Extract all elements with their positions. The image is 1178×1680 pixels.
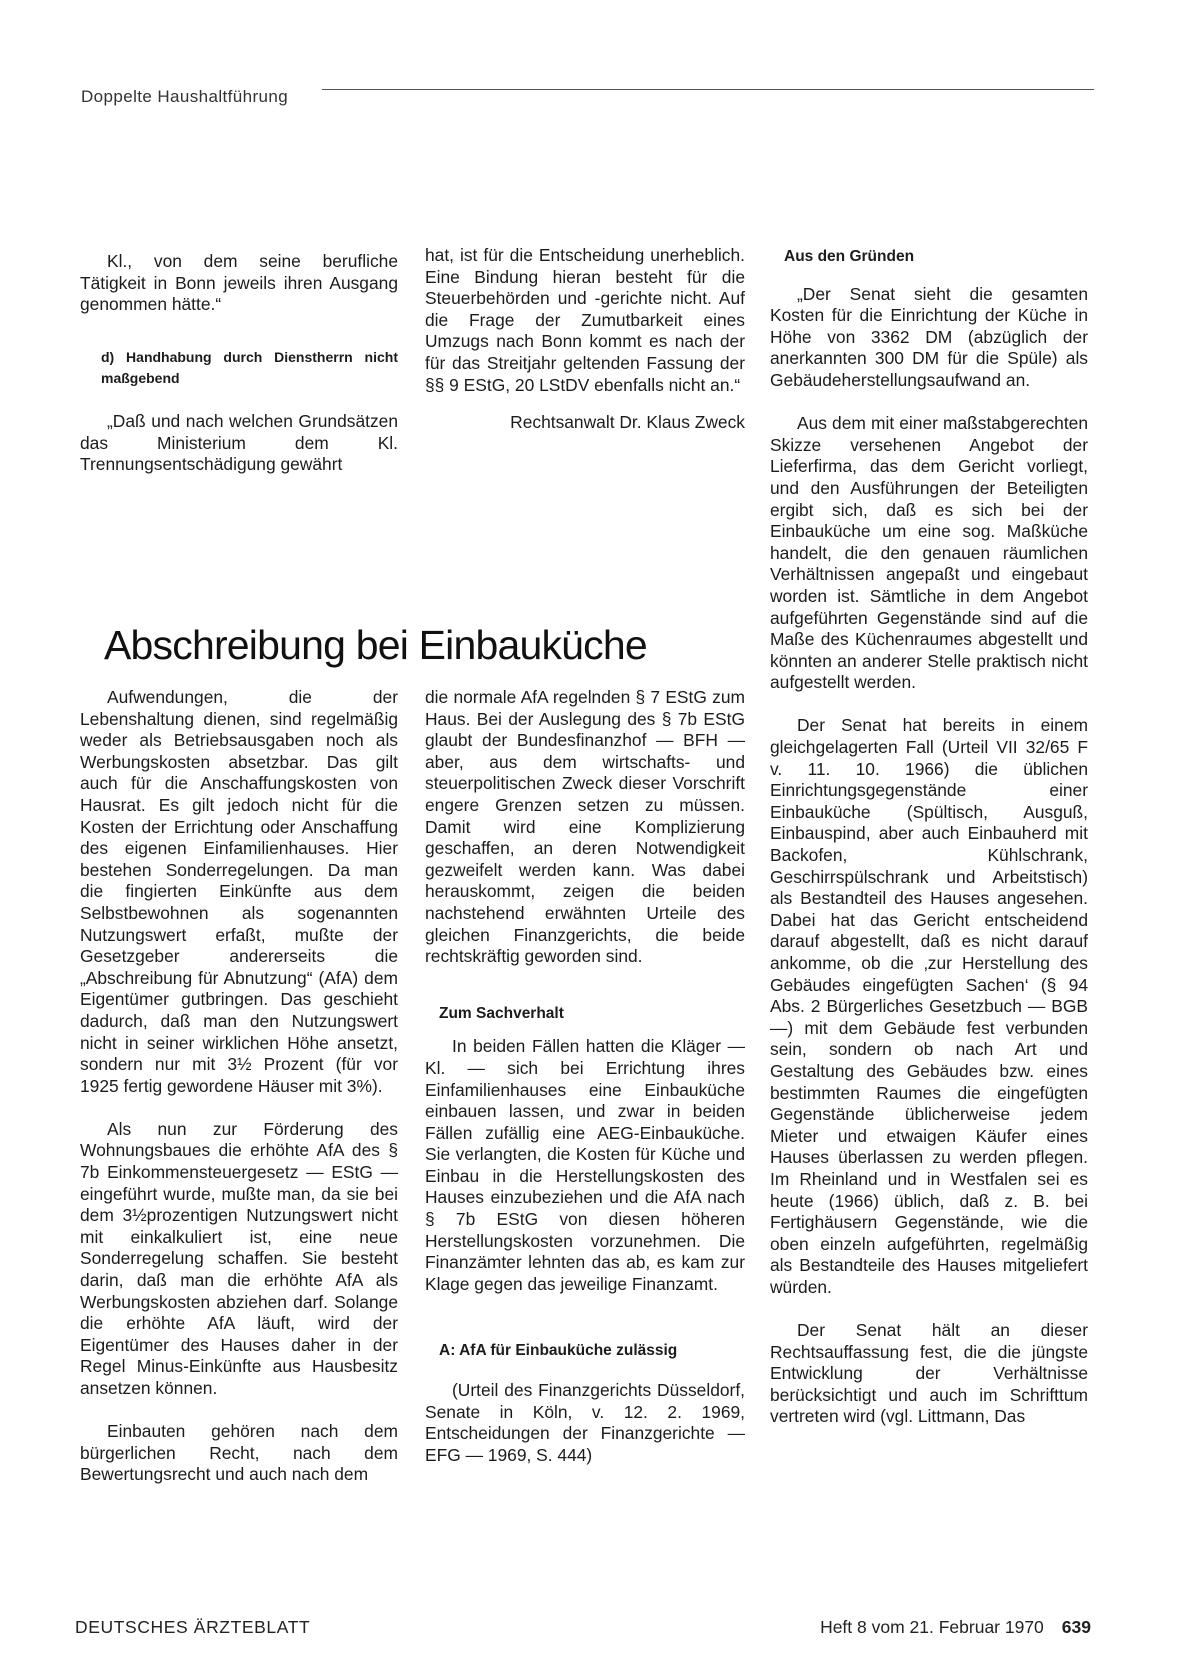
article2-column-1 — [80, 687, 398, 1486]
paragraph: Kl., von dem seine berufliche Tätigkeit in Bonn jeweils ihren Ausgang genommen hätte.“ — [80, 251, 398, 315]
section-title: Doppelte Haushaltführung — [81, 87, 289, 106]
article2-column-3 — [770, 247, 1088, 1428]
paragraph: (Urteil des Finanzgerichts Düsseldorf, Senate in Köln, v. 12. 2. 1969, Entscheidungen der Finanzgerichte — EFG — 1969, S. 444) — [425, 1380, 745, 1465]
paragraph: „Daß und nach welchen Grundsätzen das Ministerium dem Kl. Trennungsentschädigung gewährt — [80, 410, 398, 475]
journal-name: DEUTSCHES ÄRZTEBLATT — [75, 1617, 311, 1637]
author-signature: Rechtsanwalt Dr. Klaus Zweck — [510, 412, 745, 433]
subheading-gruende: Aus den Gründen — [784, 248, 915, 265]
paragraph: Aufwendungen, die der Lebenshaltung dienen, sind regelmäßig weder als Betriebsausgaben noch als Werbungskosten absetzbar. Das gilt auch für die Anschaffungskosten von Hausrat. Es gilt jedoch nicht für die Kosten der Errichtung oder Anschaffung des eigenen Einfamilienhauses. Hier bestehen Sonderregelungen. Da man die fingierten Einkünfte aus dem Selbstbewohnen als sogenannten Nutzungswert erfaßt, mußte der Gesetzgeber andererseits die „Abschreibung für Abnutzung“ (AfA) dem Eigentümer gutbringen. Das geschieht dadurch, daß man den Nutzungswert nicht in seiner wirklichen Höhe ansetzt, sondern nur mit 3½ Prozent (für vor 1925 fertig gewordene Häuser mit 3%). — [80, 687, 398, 1096]
article-headline: Abschreibung bei Einbauküche — [104, 622, 647, 669]
subheading: d) Handhabung durch Dienstherrn nicht maßgebend — [101, 348, 398, 387]
subheading-sachverhalt: Zum Sachverhalt — [439, 1004, 564, 1022]
article2-column-2 — [425, 687, 745, 1466]
page-number: 639 — [1061, 1617, 1091, 1637]
header-rule — [322, 89, 1094, 90]
paragraph: Der Senat hat bereits in einem gleichgelagerten Fall (Urteil VII 32/65 F v. 11. 10. 1966) die üblichen Einrichtungsgegenstände einer Einbauküche (Spültisch, Ausguß, Einbauspind, aber auch Einbauherd mit Backofen, Kühlschrank, Geschirrspülschrank und Arbeitstisch) als Bestandteil des Hauses angesehen. Dabei hat das Gericht entscheidend darauf abgestellt, daß es nicht darauf ankomme, ob die ‚zur Herstellung des Gebäudes eingefügten Sachen‘ (§ 94 Abs. 2 Bürgerliches Gesetzbuch — BGB —) mit dem Gebäude fest verbunden sein, sondern ob nach Art und Gestaltung des Gebäudes bzw. eines bestimmten Raumes die eingefügten Gegenstände üblicherweise jedem Mieter und etwaigen Käufer eines Hauses überlassen zu werden pflegen. Im Rheinland und in Westfalen sei es heute (1966) üblich, daß z. B. bei Fertighäusern Gegenstände, wie die oben einzeln aufgeführten, regelmäßig als Bestandteile des Hauses mitgeliefert würden. — [770, 715, 1088, 1297]
article1-column-2 — [425, 245, 745, 434]
paragraph: Der Senat hält an dieser Rechtsauffassung fest, die die jüngste Entwicklung der Verhältnisse berücksichtigt und auch im Schrifttum vertreten wird (vgl. Littmann, Das — [770, 1320, 1088, 1427]
paragraph: Aus dem mit einer maßstabgerechten Skizze versehenen Angebot der Lieferfirma, das dem Gericht vorliegt, und den Ausführungen der Beteiligten ergibt sich, daß es sich bei der Einbauküche um eine sog. Maßküche handelt, die den genauen räumlichen Verhältnissen angepaßt und eingebaut worden ist. Sämtliche in dem Angebot aufgeführten Gegenstände sind auf die Maße des Küchenraumes abgestellt und könnten an anderer Stelle praktisch nicht aufgestellt werden. — [770, 413, 1088, 693]
paragraph: Einbauten gehören nach dem bürgerlichen Recht, nach dem Bewertungsrecht und auch nach dem — [80, 1421, 398, 1485]
article1-column-1 — [80, 251, 398, 476]
paragraph: hat, ist für die Entscheidung unerheblich. Eine Bindung hieran besteht für die Steuerbehörden und -gerichte nicht. Auf die Frage der Zumutbarkeit eines Umzugs nach Bonn kommt es nach der für das Streitjahr geltenden Fassung der §§ 9 EStG, 20 LStDV ebenfalls nicht an.“ — [425, 245, 745, 395]
paragraph: „Der Senat sieht die gesamten Kosten für die Einrichtung der Küche in Höhe von 3362 DM (abzüglich der anerkannten 300 DM für die Spüle) als Gebäudeherstellungsaufwand an. — [770, 283, 1088, 390]
page-footer — [820, 1617, 1091, 1638]
subheading-afa: A: AfA für Einbauküche zulässig — [439, 1342, 678, 1360]
paragraph: die normale AfA regelnden § 7 EStG zum Haus. Bei der Auslegung des § 7b EStG glaubt der Bundesfinanzhof — BFH — aber, aus dem wirtschafts- und steuerpolitischen Zweck dieser Vorschrift engere Grenzen setzen zu müssen. Damit wird eine Komplizierung geschaffen, an deren Notwendigkeit gezweifelt werden kann. Was dabei herauskommt, zeigen die beiden nachstehend erwähnten Urteile des gleichen Finanzgerichts, die beide rechtskräftig geworden sind. — [425, 687, 745, 967]
paragraph: Als nun zur Förderung des Wohnungsbaues die erhöhte AfA des § 7b Einkommensteuergesetz — EStG — eingeführt wurde, mußte man, da sie bei dem 3½prozentigen Nutzungswert nicht mit einkalkuliert ist, eine neue Sonderregelung schaffen. Sie besteht darin, daß man die erhöhte AfA als Werbungskosten abziehen darf. Solange die erhöhte AfA läuft, wird der Eigentümer des Hauses daher in der Regel Minus-Einkünfte aus Hausbesitz ansetzen können. — [80, 1118, 398, 1398]
paragraph: In beiden Fällen hatten die Kläger — Kl. — sich bei Errichtung ihres Einfamilienhauses eine Einbauküche einbauen lassen, und zwar in beiden Fällen zufällig eine AEG-Einbauküche. Sie verlangten, die Kosten für Küche und Einbau in die Herstellungskosten des Hauses einzubeziehen und die AfA nach § 7b EStG von diesen höheren Herstellungskosten vorzunehmen. Die Finanzämter lehnten das ab, es kam zur Klage gegen das jeweilige Finanzamt. — [425, 1036, 745, 1294]
issue-date: Heft 8 vom 21. Februar 1970 — [820, 1617, 1044, 1637]
